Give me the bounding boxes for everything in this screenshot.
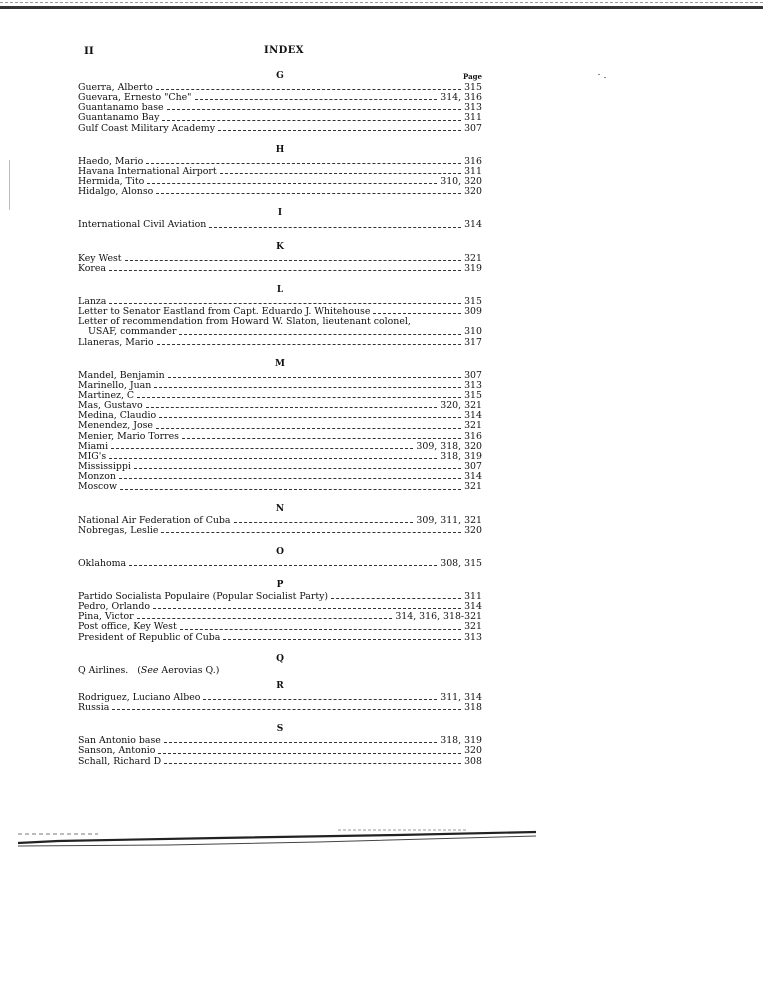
index-entry (78, 220, 482, 230)
index-entry (78, 526, 482, 536)
dot-leader (137, 617, 393, 619)
entry-pages: 308, 315 (440, 557, 482, 569)
entry-name: Lanza (78, 295, 107, 307)
section-letter-text: G (276, 71, 284, 81)
entry-pages: 309, 311, 321 (416, 514, 482, 526)
page-column-label: Page (463, 72, 482, 81)
dot-leader (162, 119, 461, 121)
entry-name: Mandel, Benjamin (78, 369, 165, 381)
entry-name: Medina, Claudio (78, 410, 157, 422)
dot-leader (161, 531, 461, 533)
section-letter-text: R (276, 680, 284, 691)
entry-name: Pina, Victor (78, 611, 134, 623)
dot-leader (109, 302, 461, 304)
scan-speck (598, 74, 600, 75)
dot-leader (218, 129, 461, 131)
section-gap (78, 569, 482, 579)
entry-pages: 318, 319 (440, 735, 482, 747)
entry-name: Schall, Richard D (78, 755, 162, 767)
dot-leader (164, 741, 437, 743)
dot-leader (146, 406, 438, 408)
dot-leader (158, 752, 461, 754)
index-entry (78, 254, 482, 264)
entry-name: Guevara, Ernesto "Che" (78, 92, 192, 104)
entry-pages: 317 (464, 336, 482, 348)
section-letter (78, 653, 482, 666)
entry-name: Nobregas, Leslie (78, 524, 159, 536)
entry-name: Oklahoma (78, 557, 127, 569)
entry-name: Guantanamo base (78, 102, 164, 114)
entry-pages: 314 (464, 410, 482, 422)
dot-leader (203, 698, 437, 700)
entry-pages: 307 (464, 369, 482, 381)
index-entry (78, 338, 482, 348)
dot-leader (119, 477, 461, 479)
section-gap (78, 134, 482, 144)
entry-pages: 314 (464, 601, 482, 613)
dot-leader (134, 467, 461, 469)
entry-name: Partido Socialista Populaire (Popular Socialist Party) (78, 591, 329, 602)
index-entry (78, 264, 482, 274)
dot-leader (147, 182, 437, 184)
entry-pages: 321 (464, 252, 482, 264)
section-letter (78, 358, 482, 371)
see-reference: Q Airlines. (See Aerovias Q.) (78, 664, 220, 676)
dot-leader (109, 457, 437, 459)
see-term: Q Airlines. (78, 664, 129, 676)
section-letter-text: K (276, 241, 284, 252)
section-letter (78, 284, 482, 297)
entry-pages: 307 (464, 461, 482, 473)
dot-leader (182, 437, 461, 439)
scan-speck (9, 160, 10, 210)
entry-pages: 311 (464, 591, 482, 602)
entry-name: Menier, Mario Torres (78, 430, 179, 442)
entry-name: Letter of recommendation from Howard W. Slaton, lieutenant colonel, (78, 316, 411, 328)
entry-pages: 307 (464, 122, 482, 134)
entry-pages: 311 (464, 112, 482, 124)
entry-name: Martinez, C (78, 389, 135, 401)
dot-leader (179, 333, 461, 335)
entry-name: Moscow (78, 481, 117, 493)
dot-leader (153, 607, 461, 609)
section-gap (78, 197, 482, 207)
entry-pages: 315 (464, 295, 482, 307)
entry-pages: 320 (464, 745, 482, 757)
index-entry (78, 693, 482, 703)
entry-pages: 309, 318, 320 (416, 440, 482, 452)
index-entry (78, 442, 482, 452)
section-gap (78, 274, 482, 284)
section-letter-text: P (276, 580, 284, 590)
entry-name: Miami (78, 440, 109, 452)
entry-pages: 321 (464, 481, 482, 493)
entry-name: International Civil Aviation (78, 219, 207, 231)
dot-leader (109, 269, 461, 271)
index-entry (78, 559, 482, 569)
entry-pages: 318 (464, 702, 482, 714)
section-gap (78, 713, 482, 723)
entry-pages: 315 (464, 82, 482, 93)
entry-name: Pedro, Orlando (78, 601, 150, 613)
dot-leader (209, 226, 461, 228)
entry-name: National Air Federation of Cuba (78, 514, 231, 526)
section-letter (78, 241, 482, 254)
entry-name: San Antonio base (78, 735, 161, 747)
entry-name: Korea (78, 262, 107, 274)
entry-pages: 316 (464, 155, 482, 167)
dot-leader (120, 488, 461, 490)
entry-pages: 314 (464, 471, 482, 483)
entry-pages: 308 (464, 755, 482, 767)
entry-name: Russia (78, 702, 110, 714)
entry-name: Marinello, Juan (78, 379, 152, 391)
bottom-rule-lines (18, 828, 536, 850)
entry-name: Mas, Gustavo (78, 400, 143, 412)
entry-name: Post office, Key West (78, 621, 177, 633)
dot-leader (234, 521, 414, 523)
entry-name: Rodriguez, Luciano Albeo (78, 691, 201, 703)
entry-name: MIG's (78, 450, 107, 462)
dot-leader (156, 192, 461, 194)
entry-name: Menendez, Jose (78, 420, 153, 432)
dot-leader (223, 638, 461, 640)
entry-name: Havana International Airport (78, 165, 217, 177)
entry-pages: 310 (464, 326, 482, 338)
entry-pages: 313 (464, 102, 482, 114)
entry-name: Hermida, Tito (78, 176, 145, 188)
entry-pages: 316 (464, 430, 482, 442)
section-letter (78, 680, 482, 693)
entry-name: Guerra, Alberto (78, 82, 153, 93)
scan-speck (604, 77, 606, 78)
section-letter-text: I (277, 208, 283, 219)
dot-leader (373, 312, 461, 314)
bottom-scan-rule (18, 828, 536, 850)
dot-leader (220, 172, 462, 174)
entry-name: Haedo, Mario (78, 155, 144, 167)
entry-name: Guantanamo Bay (78, 112, 160, 124)
entry-pages: 314 (464, 219, 482, 231)
entry-name: Letter to Senator Eastland from Capt. Eduardo J. Whitehouse (78, 306, 371, 318)
section-letter-text: N (275, 503, 285, 514)
page-title: INDEX (264, 45, 304, 56)
index-entry (78, 462, 482, 472)
dot-leader (159, 416, 461, 418)
entry-pages: 313 (464, 379, 482, 391)
entry-pages: 321 (464, 621, 482, 633)
dot-leader (154, 386, 461, 388)
entry-pages: 321 (464, 420, 482, 432)
dot-leader (137, 396, 461, 398)
dot-leader (157, 343, 462, 345)
section-letter (78, 546, 482, 559)
page-number: II (84, 45, 94, 57)
dot-leader (156, 427, 461, 429)
top-scan-rule (0, 2, 763, 10)
entry-pages: 311, 314 (440, 691, 482, 703)
entry-pages: 320, 321 (440, 400, 482, 412)
index-entry (78, 482, 482, 492)
section-gap (78, 643, 482, 653)
entry-name: USAF, commander (88, 326, 177, 338)
entry-pages: 310, 320 (440, 176, 482, 188)
entry-name: Gulf Coast Military Academy (78, 122, 215, 134)
section-letter-text: H (275, 144, 285, 155)
see-target: Aerovias Q. (161, 664, 216, 676)
index-entry (78, 633, 482, 643)
entry-pages: 319 (464, 262, 482, 274)
entry-pages: 314, 316, 318-321 (395, 611, 482, 623)
dot-leader (129, 564, 437, 566)
section-letter (78, 70, 482, 83)
entry-name: Monzon (78, 471, 116, 483)
entry-pages: 309 (464, 306, 482, 318)
dot-leader (180, 628, 461, 630)
entry-pages: 311 (464, 165, 482, 177)
dot-leader (156, 88, 461, 90)
section-letter-text: O (276, 546, 284, 557)
dot-leader (146, 162, 461, 164)
section-letter-text: M (275, 358, 285, 369)
section-letter-text: S (276, 724, 284, 735)
section-gap (78, 231, 482, 241)
entry-name: Mississippi (78, 461, 131, 473)
section-gap (78, 536, 482, 546)
entry-name: Sanson, Antonio (78, 745, 156, 757)
page-header (78, 44, 482, 66)
section-letter-text: L (276, 284, 284, 295)
entry-name: Llaneras, Mario (78, 336, 154, 348)
section-gap (78, 493, 482, 503)
entry-name: President of Republic of Cuba (78, 631, 221, 643)
index-entry (78, 381, 482, 391)
section-letter-text: Q (276, 653, 284, 664)
index-entry (78, 124, 482, 134)
dot-leader (195, 98, 438, 100)
index-entry (78, 187, 482, 197)
dot-leader (167, 108, 461, 110)
index-body (78, 70, 482, 767)
index-entry (78, 327, 482, 337)
dot-leader (164, 762, 461, 764)
dot-leader (112, 708, 461, 710)
entry-pages: 320 (464, 186, 482, 198)
entry-name: Key West (78, 252, 122, 264)
section-letter (78, 144, 482, 157)
entry-pages: 320 (464, 524, 482, 536)
section-gap (78, 348, 482, 358)
index-entry (78, 472, 482, 482)
dot-leader (331, 597, 461, 599)
entry-pages: 318, 319 (440, 450, 482, 462)
index-page (78, 44, 482, 767)
index-entry (78, 452, 482, 462)
dot-leader (125, 259, 462, 261)
entry-name: Hidalgo, Alonso (78, 186, 154, 198)
dot-leader (111, 447, 413, 449)
entry-pages: 314, 316 (440, 92, 482, 104)
entry-pages: 315 (464, 389, 482, 401)
index-entry (78, 757, 482, 767)
dot-leader (168, 376, 461, 378)
see-word: See (140, 664, 159, 676)
entry-pages: 313 (464, 631, 482, 643)
section-letter (78, 503, 482, 516)
index-entry (78, 703, 482, 713)
